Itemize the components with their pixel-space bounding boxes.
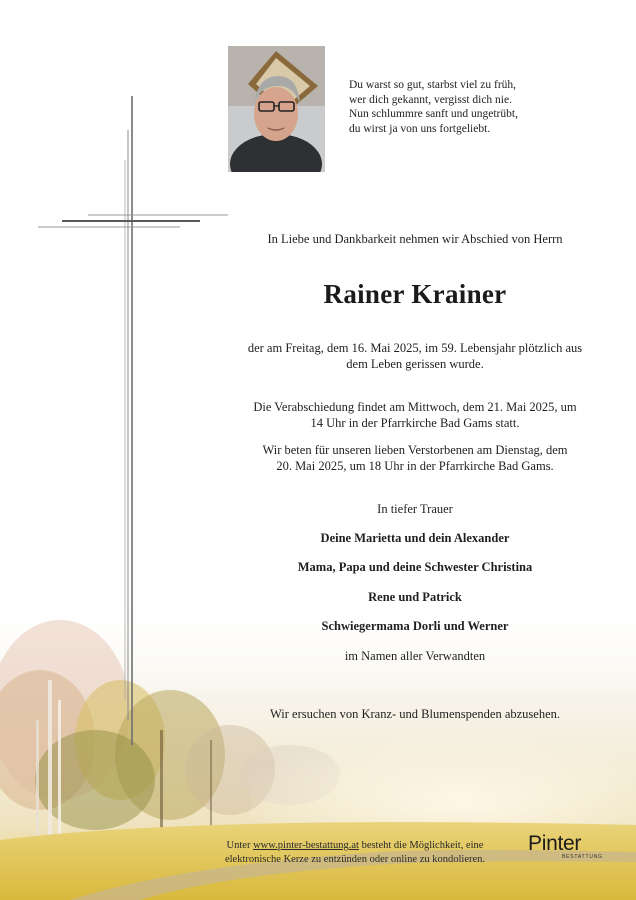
poem: [349, 78, 589, 136]
mourner-entry: Mama, Papa und deine Schwester Christina: [297, 560, 533, 574]
footer-text: [200, 839, 510, 867]
logo-subtitle: BESTATTUNG: [562, 854, 603, 860]
footer-prefix: Unter: [226, 840, 254, 851]
farewell-line: Die Verabschiedung findet am Mittwoch, dem 21. Mai 2025, um: [253, 400, 577, 414]
mourner-entry: Deine Marietta und dein Alexander: [320, 531, 510, 545]
poem-line: Nun schlummre sanft und ungetrübt,: [349, 108, 518, 120]
poem-line: du wirst ja von uns fortgeliebt.: [349, 122, 491, 135]
donation-note: Wir ersuchen von Kranz- und Blumenspenden abzusehen.: [269, 707, 561, 721]
website-link[interactable]: www.pinter-bestattung.at: [253, 840, 359, 851]
poem-line: Du warst so gut, starbst viel zu früh,: [349, 79, 517, 91]
intro-text: In Liebe und Dankbarkeit nehmen wir Abschied von Herrn: [267, 232, 563, 246]
deceased-name: Rainer Krainer: [323, 279, 507, 309]
pinter-logo: [528, 833, 608, 860]
farewell-line: 14 Uhr in der Pfarrkirche Bad Gams statt.: [310, 416, 520, 430]
mourner-entry: Rene und Patrick: [368, 590, 462, 604]
mourning-heading: In tiefer Trauer: [377, 502, 453, 516]
footer-suffix: besteht die Möglichkeit, eine: [358, 840, 484, 851]
poem-line: wer dich gekannt, vergisst dich nie.: [349, 93, 512, 106]
logo-name: Pinter: [528, 832, 582, 855]
prayer-line: 20. Mai 2025, um 18 Uhr in der Pfarrkirche Bad Gams.: [276, 459, 554, 473]
mourner-entry: Schwiegermama Dorli und Werner: [321, 619, 509, 633]
portrait-photo: [228, 46, 325, 172]
prayer-notice: [220, 442, 610, 474]
relatives-line: im Namen aller Verwandten: [344, 649, 486, 663]
death-notice: [220, 340, 610, 372]
footer-line2: elektronische Kerze zu entzünden oder online zu kondolieren.: [224, 854, 486, 865]
cross-icon: [0, 0, 240, 760]
prayer-line: Wir beten für unseren lieben Verstorbenen am Dienstag, dem: [262, 443, 568, 457]
farewell-notice: [220, 399, 610, 431]
death-notice-line: der am Freitag, dem 16. Mai 2025, im 59. Lebensjahr plötzlich aus: [247, 341, 583, 355]
death-notice-line: dem Leben gerissen wurde.: [346, 357, 484, 371]
